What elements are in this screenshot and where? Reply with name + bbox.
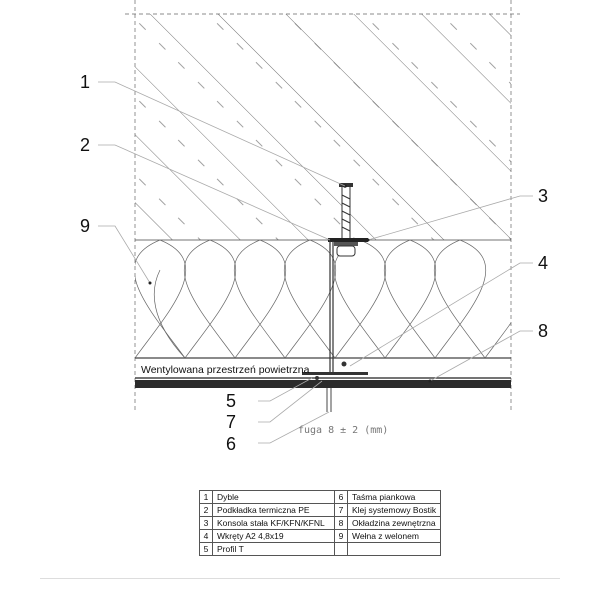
leader-dots xyxy=(149,239,432,383)
legend-description: Klej systemowy Bostik xyxy=(348,504,441,517)
callout-7: 7 xyxy=(226,412,237,432)
legend-number: 2 xyxy=(200,504,213,517)
legend-number: 6 xyxy=(335,491,348,504)
legend-number: 1 xyxy=(200,491,213,504)
legend-number: 7 xyxy=(335,504,348,517)
callout-9: 9 xyxy=(80,216,91,236)
callout-8: 8 xyxy=(538,321,549,341)
legend-number: 4 xyxy=(200,530,213,543)
legend-description: Konsola stała KF/KFN/KFNL xyxy=(213,517,335,530)
legend-description: Taśma piankowa xyxy=(348,491,441,504)
legend-number xyxy=(335,543,348,556)
legend-row xyxy=(200,530,441,543)
legend-number: 9 xyxy=(335,530,348,543)
joint-width-label: fuga 8 ± 2 (mm) xyxy=(298,425,389,436)
legend-description: Podkładka termiczna PE xyxy=(213,504,335,517)
legend-description xyxy=(348,543,441,556)
cladding-panel xyxy=(135,378,511,388)
legend-description: Okładzina zewnętrzna xyxy=(348,517,441,530)
legend-table xyxy=(199,490,441,556)
legend-number: 3 xyxy=(200,517,213,530)
legend-row xyxy=(200,543,441,556)
callout-3: 3 xyxy=(538,186,549,206)
callout-2: 2 xyxy=(80,135,91,155)
callout-1: 1 xyxy=(80,72,91,92)
callout-4: 4 xyxy=(538,253,549,273)
callout-6: 6 xyxy=(226,434,237,454)
legend-description: Profil T xyxy=(213,543,335,556)
wall-substrate xyxy=(125,0,520,412)
callout-5: 5 xyxy=(226,391,237,411)
legend-description: Wkręty A2 4,8x19 xyxy=(213,530,335,543)
legend-description: Wełna z welonem xyxy=(348,530,441,543)
air-gap-label: Wentylowana przestrzeń powietrzna xyxy=(141,364,310,376)
insulation-layer xyxy=(84,240,535,358)
legend-row xyxy=(200,491,441,504)
legend-number: 8 xyxy=(335,517,348,530)
legend-row xyxy=(200,504,441,517)
legend-description: Dyble xyxy=(213,491,335,504)
legend-row xyxy=(200,517,441,530)
legend-number: 5 xyxy=(200,543,213,556)
bottom-divider xyxy=(40,578,560,579)
